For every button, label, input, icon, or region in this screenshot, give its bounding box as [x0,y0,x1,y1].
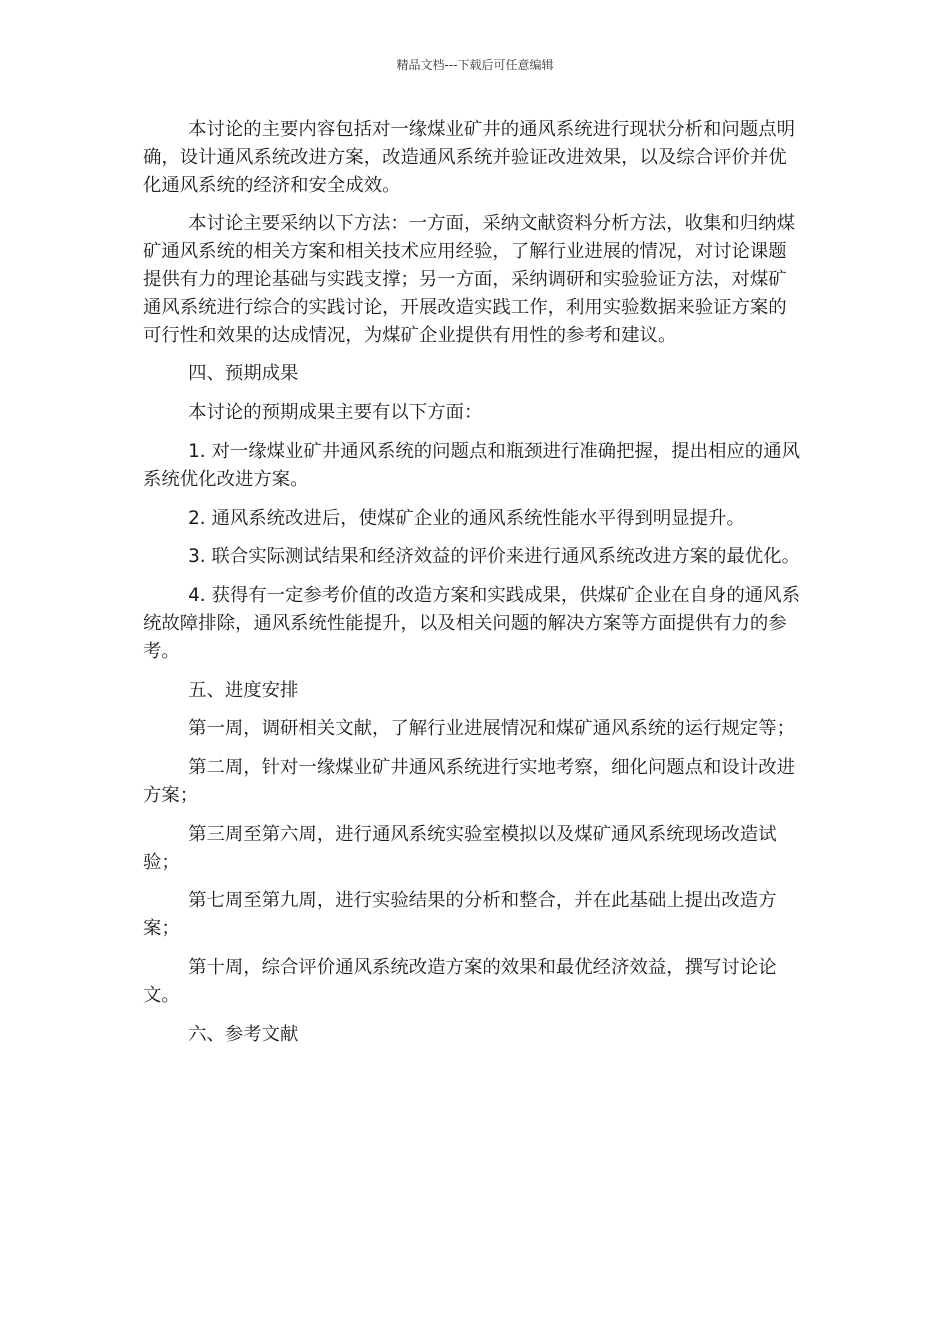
page-header: 精品文档---下载后可任意编辑 [396,58,554,72]
schedule-item-week-3-6: 第三周至第六周，进行通风系统实验室模拟以及煤矿通风系统现场改造试验； [143,823,777,873]
paragraph-research-content: 本讨论的主要内容包括对一缘煤业矿井的通风系统进行现状分析和问题点明确，设计通风系统改进方案，改造通风系统并验证改进效果，以及综合评价并优化通风系统的经济和安全成效。 [143,119,795,196]
section-heading-expected-results: 四、预期成果 [188,363,299,385]
section-heading-references: 六、参考文献 [188,1023,299,1045]
section-heading-schedule: 五、进度安排 [188,679,299,701]
list-item-result-3: 3. 联合实际测试结果和经济效益的评价来进行通风系统改进方案的最优化。 [188,546,800,568]
list-item-result-4: 4. 获得有一定参考价值的改造方案和实践成果，供煤矿企业在自身的通风系统故障排除，通风系统性能提升，以及相关问题的解决方案等方面提供有力的参考。 [143,585,800,662]
schedule-item-week-7-9: 第七周至第九周，进行实验结果的分析和整合，并在此基础上提出改造方案； [143,890,777,940]
list-item-result-1: 1. 对一缘煤业矿井通风系统的问题点和瓶颈进行准确把握，提出相应的通风系统优化改进方案。 [143,440,800,490]
schedule-item-week-10: 第十周，综合评价通风系统改造方案的效果和最优经济效益，撰写讨论论文。 [143,956,777,1006]
paragraph-research-methods: 本讨论主要采纳以下方法：一方面，采纳文献资料分析方法，收集和归纳煤矿通风系统的相关方案和相关技术应用经验，了解行业进展的情况，对讨论课题提供有力的理论基础与实践支撑；另一方面，采纳调研和实验验证方法，对煤矿通风系统进行综合的实践讨论，开展改造实践工作，利用实验数据来验证方案的可行性和效果的达成情况，为煤矿企业提供有用性的参考和建议。 [143,213,795,346]
list-item-result-2: 2. 通风系统改进后，使煤矿企业的通风系统性能水平得到明显提升。 [188,507,745,529]
schedule-item-week-2: 第二周，针对一缘煤业矿井通风系统进行实地考察，细化问题点和设计改进方案； [143,757,795,806]
paragraph-expected-results-intro: 本讨论的预期成果主要有以下方面： [188,402,483,424]
schedule-item-week-1: 第一周，调研相关文献，了解行业进展情况和煤矿通风系统的运行规定等； [188,718,795,740]
document-body [143,116,803,1059]
